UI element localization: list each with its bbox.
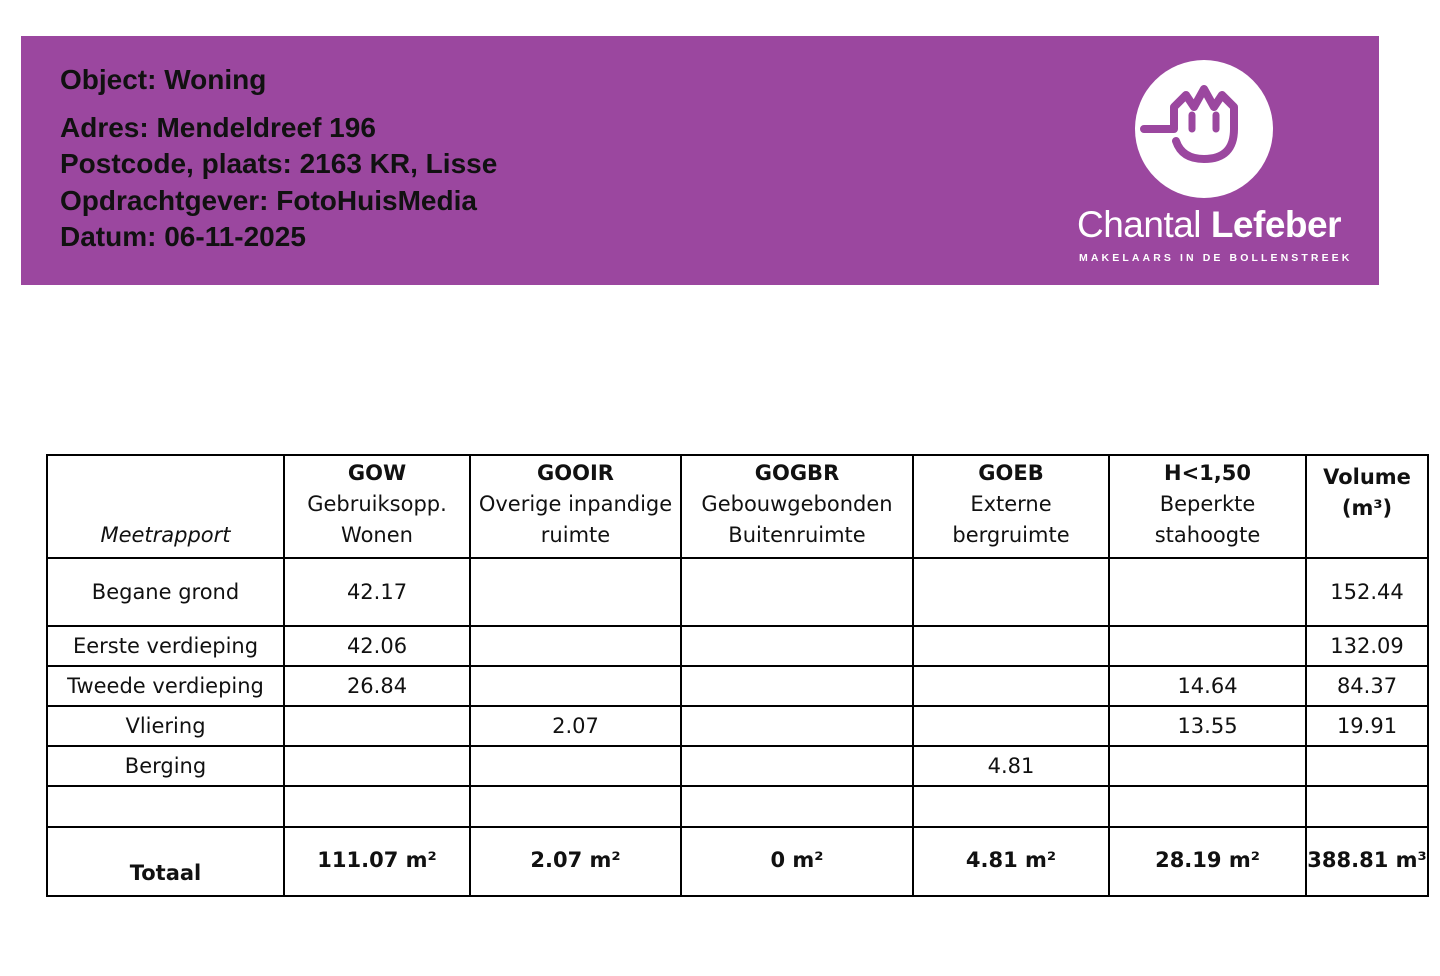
tulip-house-logo-icon xyxy=(1134,59,1274,199)
cell: 84.37 xyxy=(1306,666,1428,706)
table-row xyxy=(47,558,1428,626)
cell xyxy=(470,558,681,626)
cell xyxy=(284,706,470,746)
row-label: Vliering xyxy=(47,706,284,746)
cell xyxy=(681,626,913,666)
cell xyxy=(1109,558,1306,626)
cell: 42.06 xyxy=(284,626,470,666)
cell xyxy=(913,558,1109,626)
total-cell: 388.81 m³ xyxy=(1306,827,1428,896)
cell xyxy=(1109,626,1306,666)
cell xyxy=(681,558,913,626)
row-label: Berging xyxy=(47,746,284,786)
cell: 14.64 xyxy=(1109,666,1306,706)
cell xyxy=(470,626,681,666)
address-line: Adres: Mendeldreef 196 xyxy=(60,111,376,143)
cell xyxy=(470,786,681,827)
table-row xyxy=(47,626,1428,666)
cell xyxy=(470,666,681,706)
column-header: GOGBR Gebouwgebonden Buitenruimte xyxy=(681,455,913,558)
cell: 42.17 xyxy=(284,558,470,626)
column-header: GOOIR Overige inpandige ruimte xyxy=(470,455,681,558)
total-label: Totaal xyxy=(47,827,284,896)
cell xyxy=(1109,786,1306,827)
cell xyxy=(284,786,470,827)
table-row xyxy=(47,746,1428,786)
table-row xyxy=(47,706,1428,746)
postcode-line: Postcode, plaats: 2163 KR, Lisse xyxy=(60,148,498,179)
column-header: H<1,50 Beperkte stahoogte xyxy=(1109,455,1306,558)
row-label: Eerste verdieping xyxy=(47,626,284,666)
cell xyxy=(1306,746,1428,786)
table-row xyxy=(47,786,1428,827)
cell: 26.84 xyxy=(284,666,470,706)
object-line: Object: Woning xyxy=(60,64,267,95)
total-cell: 111.07 m² xyxy=(284,827,470,896)
total-cell: 2.07 m² xyxy=(470,827,681,896)
corner-label: Meetrapport xyxy=(47,455,284,558)
client-line: Opdrachtgever: FotoHuisMedia xyxy=(60,184,477,216)
cell: 132.09 xyxy=(1306,626,1428,666)
cell xyxy=(913,786,1109,827)
cell xyxy=(1306,786,1428,827)
cell xyxy=(681,746,913,786)
total-cell: 4.81 m² xyxy=(913,827,1109,896)
cell: 4.81 xyxy=(913,746,1109,786)
cell xyxy=(913,626,1109,666)
cell: 152.44 xyxy=(1306,558,1428,626)
object-info xyxy=(60,62,497,256)
cell: 2.07 xyxy=(470,706,681,746)
total-cell: 0 m² xyxy=(681,827,913,896)
total-row xyxy=(47,827,1428,896)
cell xyxy=(470,746,681,786)
date-line: Datum: 06-11-2025 xyxy=(60,221,306,252)
cell: 19.91 xyxy=(1306,706,1428,746)
row-label: Tweede verdieping xyxy=(47,666,284,706)
logo-wordmark: Chantal Lefeber xyxy=(1077,204,1341,245)
table-row xyxy=(47,666,1428,706)
column-header-volume: Volume (m³) xyxy=(1306,455,1428,558)
cell xyxy=(681,666,913,706)
row-label: Begane grond xyxy=(47,558,284,626)
total-cell: 28.19 m² xyxy=(1109,827,1306,896)
company-logo xyxy=(1071,58,1351,273)
cell xyxy=(284,746,470,786)
cell xyxy=(681,706,913,746)
logo-tagline: MAKELAARS IN DE BOLLENSTREEK xyxy=(1079,252,1353,264)
column-header: GOEB Externe bergruimte xyxy=(913,455,1109,558)
cell xyxy=(913,666,1109,706)
cell xyxy=(1109,746,1306,786)
measurement-table xyxy=(46,454,1429,897)
header-banner xyxy=(21,36,1379,285)
row-label xyxy=(47,786,284,827)
cell xyxy=(681,786,913,827)
column-header: GOW Gebruiksopp. Wonen xyxy=(284,455,470,558)
table-header-row xyxy=(47,455,1428,558)
cell xyxy=(913,706,1109,746)
cell: 13.55 xyxy=(1109,706,1306,746)
